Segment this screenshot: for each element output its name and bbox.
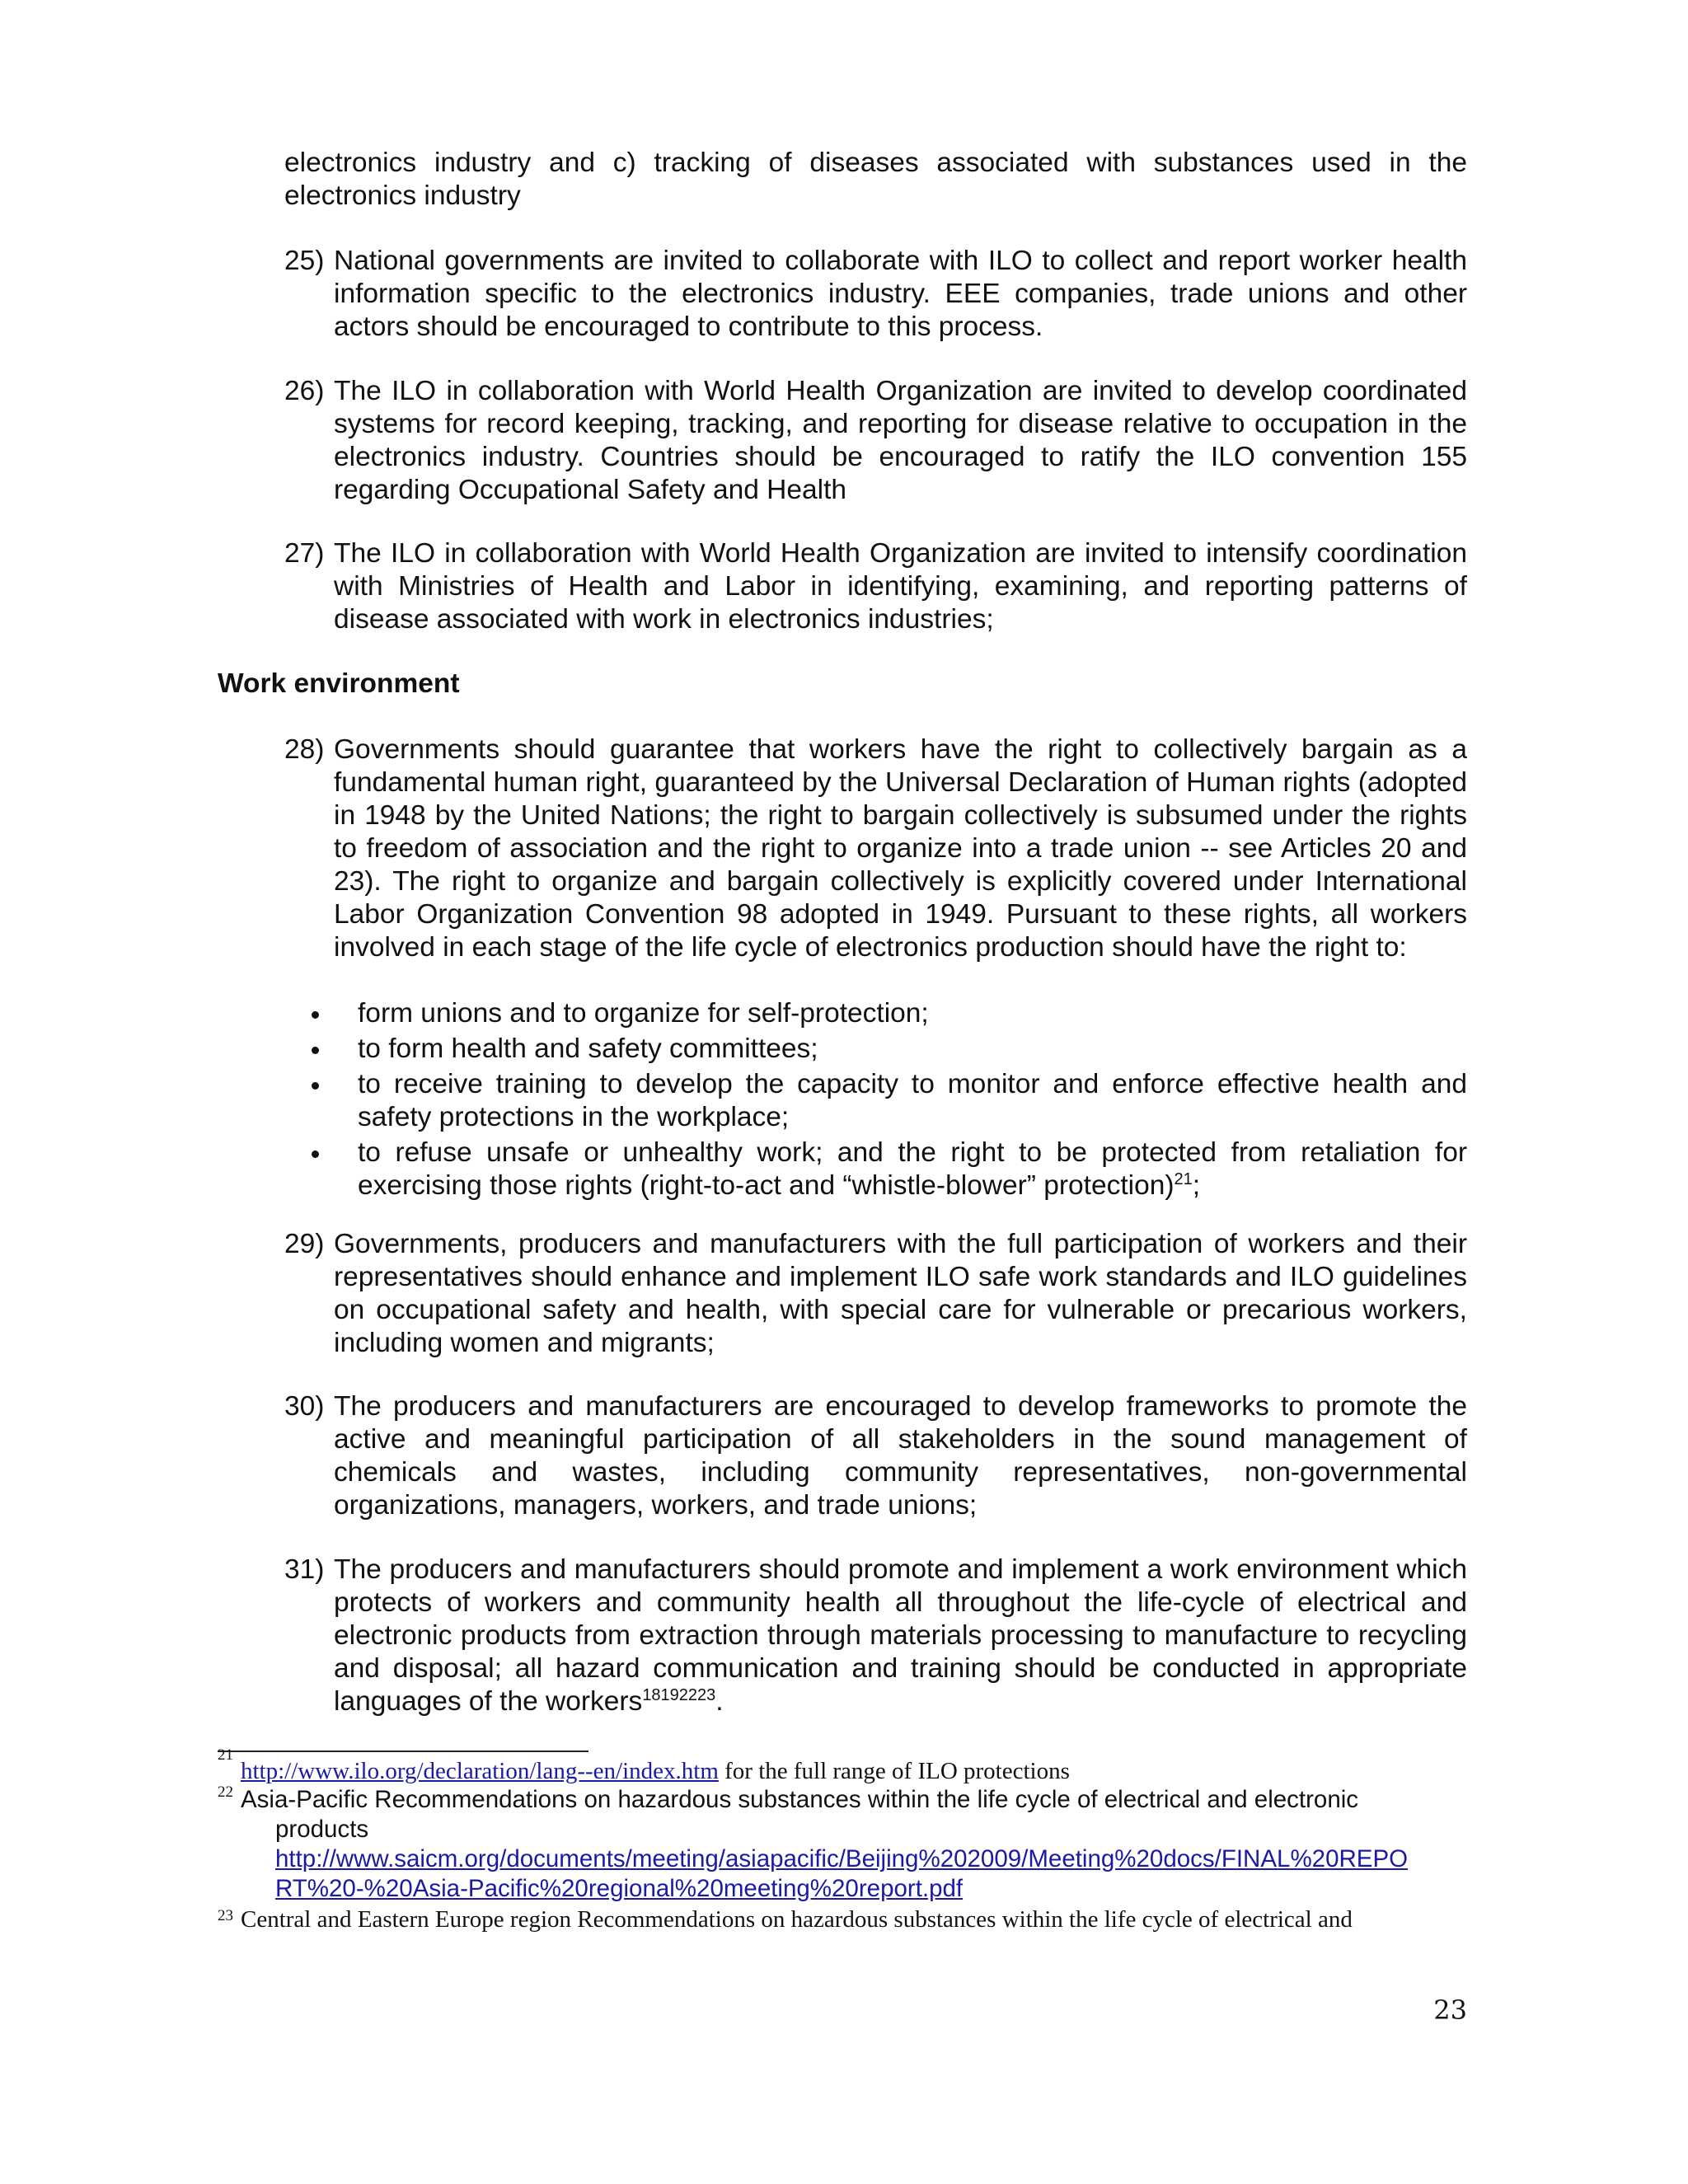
footnote-number: 23 xyxy=(218,1907,233,1924)
item-number: 25) xyxy=(284,246,325,276)
bullet-icon xyxy=(312,1082,319,1090)
bullet-icon xyxy=(312,1047,319,1054)
list-item-28 xyxy=(284,733,1467,964)
item-number: 26) xyxy=(284,376,325,406)
footnote-21: 21 http://www.ilo.org/declaration/lang--en/index.htm for the full range of ILO protections xyxy=(218,1746,1070,1784)
bullet-item: to form health and safety committees; xyxy=(312,1033,1467,1066)
bullet-item: form unions and to organize for self-protection; xyxy=(312,997,1467,1030)
intro-line-2: electronics industry xyxy=(284,180,521,211)
bullet-item: to receive training to develop the capacity to monitor and enforce effective health and safety protections in the workplace; xyxy=(312,1068,1467,1134)
footnote-link[interactable]: http://www.saicm.org/documents/meeting/asiapacific/Beijing%202009/Meeting%20docs/FINAL%20REPO xyxy=(275,1845,1409,1872)
item-text: The producers and manufacturers should promote and implement a work environment which protects of workers and community health all throughout the life-cycle of electrical and electronic products from extraction through materials processing to manufacture to recycling and disposal; all hazard communication and training should be conducted in appropriate languages of the workers$^{18192223}$. xyxy=(334,1554,1467,1717)
list-item-26 xyxy=(284,375,1467,507)
list-item-25 xyxy=(284,245,1467,344)
footnote-ref[interactable]: 18192223 xyxy=(642,1686,716,1704)
page-number: 23 xyxy=(1433,1994,1467,2026)
item-number: 30) xyxy=(284,1391,325,1422)
list-item-31 xyxy=(284,1554,1467,1718)
item-text: Governments should guarantee that workers have the right to collectively bargain as a fundamental human right, guaranteed by the Universal Declaration of Human rights (adopted in 1948 by the United Nations; the right to bargain collectively is subsumed under the rights to freedom of association and the right to organize into a trade union -- see Articles 20 and 23). The right to organize and bargain collectively is explicitly covered under International Labor Organization Convention 98 adopted in 1949. Pursuant to these rights, all workers involved in each stage of the life cycle of electronics production should have the right to: xyxy=(334,734,1467,963)
footnote-ref[interactable]: 21 xyxy=(1174,1170,1193,1188)
intro-line-1: electronics industry and c) tracking of diseases associated with substances used in the xyxy=(284,148,1467,178)
item-text: The producers and manufacturers are encouraged to develop frameworks to promote the active and meaningful participation of all stakeholders in the sound management of chemicals and wastes, including community representatives, non-governmental organizations, managers, workers, and trade unions; xyxy=(334,1391,1467,1521)
footnote-23: 23 Central and Eastern Europe region Recommendations on hazardous substances within the life cycle of electrical and xyxy=(218,1905,1470,1933)
item-text: Governments, producers and manufacturers with the full participation of workers and their representatives should enhance and implement ILO safe work standards and ILO guidelines on occupational safety and health, with special care for vulnerable or precarious workers, including women and migrants; xyxy=(334,1229,1467,1358)
bullet-list xyxy=(312,997,1467,1205)
item-number: 28) xyxy=(284,734,325,765)
item-text: The ILO in collaboration with World Health Organization are invited to develop coordinated systems for record keeping, tracking, and reporting for disease relative to occupation in the electronics industry. Countries should be encouraged to ratify the ILO convention 155 regarding Occupational Safety and Health xyxy=(334,376,1467,505)
list-item-30 xyxy=(284,1390,1467,1522)
list-item-29 xyxy=(284,1228,1467,1360)
footnote-link[interactable]: RT%20-%20Asia-Pacific%20regional%20meeting%20report.pdf xyxy=(275,1875,964,1902)
item-number: 29) xyxy=(284,1229,325,1259)
footnote-link[interactable]: http://www.ilo.org/declaration/lang--en/index.htm xyxy=(241,1758,719,1784)
section-heading: Work environment xyxy=(218,668,460,699)
footnote-22: 22 Asia-Pacific Recommendations on hazardous substances within the life cycle of electrical and electronic products http://www.saicm.org/documents/meeting/asiapacific/Beijing%202009/Meeting%20docs/FINAL%20REPO RT%20-%20Asia-Pacific%20regional%20meeting%20report.pdf xyxy=(218,1785,1470,1904)
item-number: 27) xyxy=(284,538,325,569)
bullet-item: to refuse unsafe or unhealthy work; and the right to be protected from retaliation for exercising those rights (right-to-act and “whistle-blower” protection)$^{21}$; xyxy=(312,1137,1467,1202)
bullet-icon xyxy=(312,1151,319,1158)
footnote-separator xyxy=(218,1750,588,1752)
item-text: The ILO in collaboration with World Health Organization are invited to intensify coordination with Ministries of Health and Labor in identifying, examining, and reporting patterns of disease associated with work in electronics industries; xyxy=(334,538,1467,635)
bullet-icon xyxy=(312,1011,319,1019)
footnote-number: 22 xyxy=(218,1783,233,1801)
intro-paragraph xyxy=(284,147,1467,213)
list-item-27 xyxy=(284,537,1467,636)
item-number: 31) xyxy=(284,1554,325,1585)
item-text: National governments are invited to collaborate with ILO to collect and report worker health information specific to the electronics industry. EEE companies, trade unions and other actors should be encouraged to contribute to this process. xyxy=(334,246,1467,342)
